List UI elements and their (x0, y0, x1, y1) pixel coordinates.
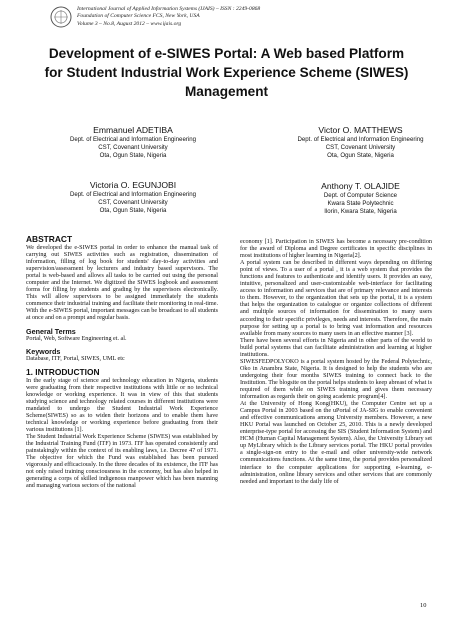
abstract-heading: ABSTRACT (26, 234, 73, 244)
author-institution: Kwara State Polytechnic (327, 199, 394, 207)
keywords-text: Database, ITF, Portal, SIWES, UML etc (26, 355, 125, 362)
left-column (26, 234, 218, 490)
title-line-1: Development of e-SIWES Portal: A Web based Platform (48, 46, 405, 61)
author-block (38, 180, 228, 214)
author-location: Ilorin, Kwara State, Nigeria (324, 207, 397, 215)
author-dept: Dept. of Electrical and Information Engineering (69, 191, 196, 198)
author-dept: Dept. of Computer Science (323, 192, 398, 199)
body-paragraph: A portal system can be described in different ways depending on differing point of views. To a user of a portal , it is a web system that provides the functions and features to authenticate and identify users. It provides an easy, intuitive, personalized and user-customizable web-interface for facilitating access to information and services that are of primary relevance and interests to them. However, to the organization that sets up the portal, it is a system that helps the organization to catalogue or organize collections of different and multiple sources of information for dissemination to many users according to their specific privileges, needs and interests. Therefore, the main purpose for setting up a portal is to bring vast information and resources available from many sources to many users in an effective manner [3]. (240, 260, 432, 337)
author-location: Ota, Ogun State, Nigeria (99, 206, 167, 214)
keywords-heading: Keywords (26, 346, 61, 356)
journal-name: International Journal of Applied Information Systems (IJAIS) – ISSN : 2249-0868 (77, 6, 261, 12)
author-block (38, 125, 228, 159)
author-location: Ota, Ogun State, Nigeria (327, 151, 394, 159)
introduction-paragraph: In the early stage of science and technology education in Nigeria, students were graduating from their respective institutions with little or no technical knowledge or working experience. It was in view of this that students studying science and technology related courses in different institutions were mandated to undergo the Student Industrial Work Experience Scheme(SIWES) so as to widen their horizons and to enable them have technical knowledge or working experience before graduating from their various institutions [1]. (26, 377, 218, 433)
journal-publisher: Foundation of Computer Science FCS, New York, USA (77, 13, 200, 20)
body-paragraph: SIWESFEDPOLYOKO is a portal system hosted by the Federal Polytechnic, Oko in Anambra State, Nigeria. It is designed to help the students who are undergoing their four months SIWES training to connect back to the Institution. The blogsite on the portal helps students to keep abreast of what is required of them while on SIWES training and gives them necessary information as regards their on going academic program[4]. (240, 358, 432, 401)
journal-volume: Volume 3 – No.8, August 2012 – www.ijais.org (77, 20, 182, 27)
author-institution: CST, Covenant University (325, 143, 396, 151)
author-name: Victor O. MATTHEWS (318, 125, 403, 135)
journal-logo-icon (50, 6, 72, 28)
author-institution: CST, Covenant University (98, 143, 168, 151)
abstract-text: We developed the e-SIWES portal in order to enhance the manual task of carrying out SIWES activities such as registration, dissemination of information, filling of log book for students' day-to-day activities and supervision/assessment by lecturers and industry based supervisors. The portal is web-based and allows all tasks to be carried out using the personal computer and the Internet. We digitized the SIWES logbook and assessment forms for filling by students and grading by the supervisors electronically. This will allow supervisors to be assigned immediately the students commence their industrial training and facilitate their monitoring in real-time. With the e-SIWES portal, important messages can be broadcast to all students at once and on a prompt and regular basis. (26, 245, 218, 322)
right-column (240, 239, 432, 486)
body-paragraph: At the University of Hong Kong(HKU), the Computer Centre set up a Campus Portal in 2003 based on the uPortal of JA-SIG to enable convenient and effective communications among University members. However, a new HKU Portal was launched on October 25, 2010. This is a newly developed enterprise-type portal for accessing the SIS (Student Information System) and HCM (Human Capital Management System). Also, the University Library set up MyLibrary which is the Library services portal. The HKU portal provides a single-sign-on entry to the e-mail and other university-wide network communications functions. At the same time, the portal provides personalized interface to the computer applications for supporting e-learning, e-administration, online library services and other services that are commonly needed and important to the daily life of (240, 401, 432, 485)
author-institution: CST, Covenant University (98, 198, 168, 206)
introduction-paragraph: The Student Industrial Work Experience Scheme (SIWES) was established by the Industrial Training Fund (ITF) in 1973. ITF has operated consistently and painstakingly within the context of its enabling laws, i.e. Decree 47 of 1971. The objective for which the Fund was established has been pursued vigorously and efficaciously. In the three decades of its existence, the ITF has not only raised training consciousness in the economy, but has also helped in generating a corps of skilled indigenous manpower which has been manning and managing various sectors of the national (26, 433, 218, 490)
author-location: Ota, Ogun State, Nigeria (99, 151, 167, 159)
author-name: Victoria O. EGUNJOBI (89, 180, 177, 190)
body-paragraph: There have been several efforts in Nigeria and in other parts of the world to build portal systems that can facilitate administration and learning at higher institutions. (240, 337, 432, 358)
title-line-2: for Student Industrial Work Experience Scheme (SIWES) (44, 65, 409, 80)
author-block (268, 125, 453, 159)
author-block (268, 181, 453, 215)
author-name: Anthony T. OLAJIDE (321, 181, 400, 191)
introduction-heading: 1. INTRODUCTION (26, 366, 100, 377)
general-terms-heading: General Terms (26, 326, 76, 336)
author-dept: Dept. of Electrical and Information Engineering (69, 136, 196, 143)
author-dept: Dept. of Electrical and Information Engineering (297, 136, 424, 143)
author-name: Emmanuel ADETIBA (93, 125, 173, 135)
paper-title (20, 44, 433, 101)
page-number: 10 (420, 602, 427, 609)
general-terms-text: Portal, Web, Software Engineering et. al. (26, 335, 127, 342)
body-paragraph: economy [1]. Participation in SIWES has become a necessary pre-condition for the award of Diploma and Degree certificates in specific disciplines in most institutions of higher learning in Nigeria[2]. (240, 239, 432, 260)
journal-header (77, 6, 397, 28)
title-line-3: Management (184, 84, 269, 99)
